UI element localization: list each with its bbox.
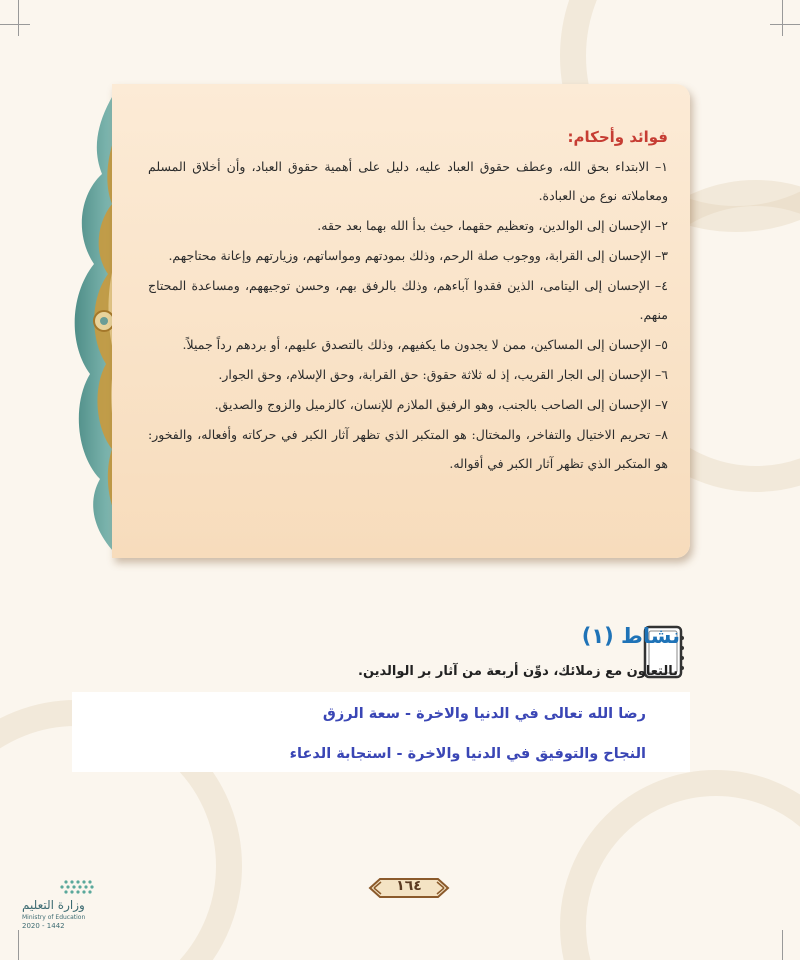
benefit-item: ٥– الإحسان إلى المساكين، ممن لا يجدون ما يكفيهم، وذلك بالتصدق عليهم، أو بردهم رداً جميلاً. [182, 337, 668, 352]
benefit-item: ٢– الإحسان إلى الوالدين، وتعظيم حقهما، حيث بدأ الله بهما بعد حقه. [317, 218, 668, 233]
benefit-item: ٤– الإحسان إلى اليتامى، الذين فقدوا آباءهم، وذلك بالرفق بهم، وحسن توجيههم، ومساعدة المحتاج منهم. [148, 278, 668, 322]
crop-mark [782, 930, 783, 960]
crop-mark [782, 0, 783, 36]
logo-year: 2020 - 1442 [22, 922, 65, 930]
benefit-item: ٧– الإحسان إلى الصاحب بالجنب، وهو الرفيق الملازم للإنسان، كالزميل والزوج والصديق. [214, 397, 668, 412]
benefit-item: ٨– تحريم الاختيال والتفاخر، والمختال: هو المتكبر الذي تظهر آثار الكبر في حركاته وأفعاله، والفخور: هو المتكبر الذي تظهر آثار الكبر في أقواله. [148, 427, 668, 471]
crop-mark [18, 0, 19, 36]
ornament-border-icon [60, 84, 120, 558]
benefit-item: ٣– الإحسان إلى القرابة، ووجوب صلة الرحم، وذلك بمودتهم ومواساتهم، وزيارتهم وإعانة محتاجهم. [168, 248, 668, 263]
crop-mark [770, 24, 800, 25]
activity-title: نشاط (١) [581, 624, 680, 648]
benefit-item: ١– الابتداء بحق الله، وعطف حقوق العباد عليه، دليل على أهمية حقوق العباد، وأن أخلاق المسلم ومعاملاته نوع من العبادة. [148, 159, 668, 203]
logo-english: Ministry of Education [22, 914, 86, 921]
answer-line[interactable]: النجاح والتوفيق في الدنيا والاخرة - استجابة الدعاء [289, 746, 646, 762]
crop-mark [18, 930, 19, 960]
page-number-badge [368, 876, 450, 900]
activity-instruction: بالتعاون مع زملائك، دوِّن أربعة من آثار بر الوالدين. [358, 664, 678, 679]
benefits-title: فوائد وأحكام: [567, 128, 668, 146]
answer-line[interactable]: رضا الله تعالى في الدنيا والاخرة - سعة الرزق [322, 706, 646, 722]
page-number: ١٦٤ [396, 878, 422, 894]
logo-arabic: وزارة التعليم [22, 898, 85, 912]
benefits-panel [112, 84, 690, 558]
benefit-item: ٦– الإحسان إلى الجار القريب، إذ له ثلاثة حقوق: حق القرابة، وحق الإسلام، وحق الجوار. [218, 367, 668, 382]
crop-mark [0, 24, 30, 25]
